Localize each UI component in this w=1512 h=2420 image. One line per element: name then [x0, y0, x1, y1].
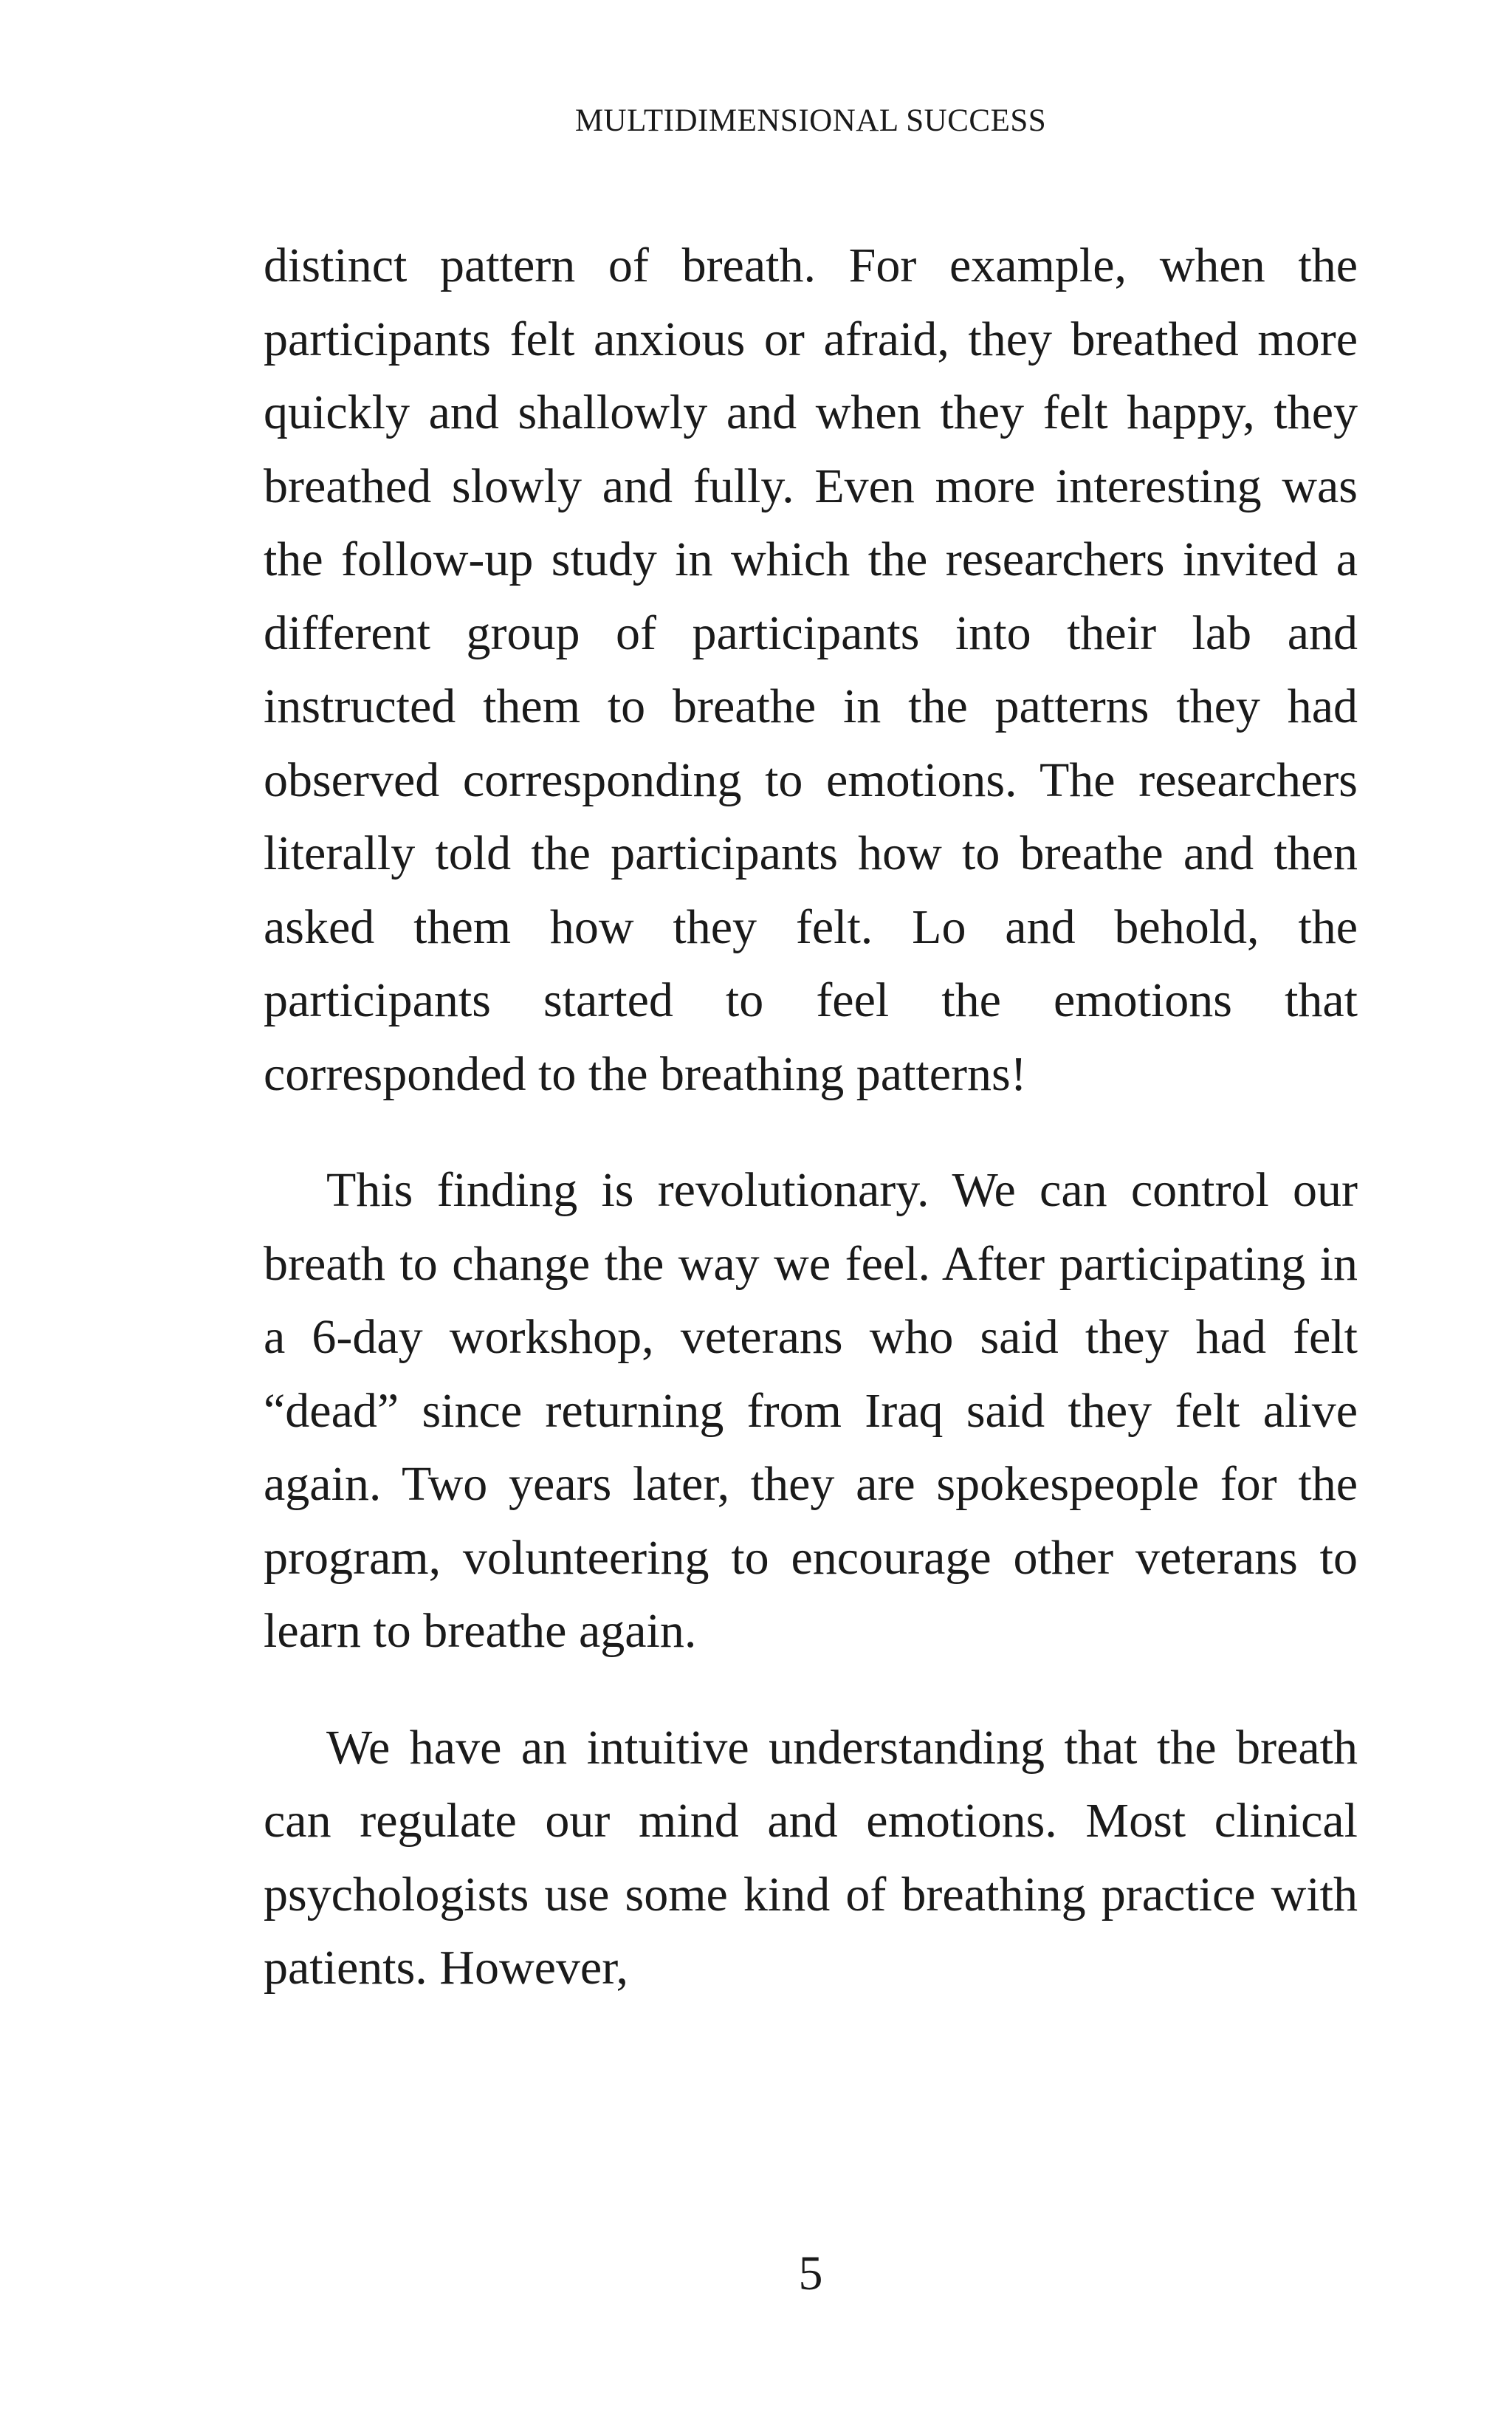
body-text	[264, 229, 1358, 2005]
paragraph-finding: This finding is revolutionary. We can control our breath to change the way we feel. After participating in a 6-day workshop, veterans who said they had felt “dead” since returning from Iraq said they felt alive again. Two years later, they are spokespeople for the program, volunteering to encourage other veterans to learn to breathe again.	[264, 1163, 1358, 1658]
paragraph-intuitive-understanding: We have an intuitive understanding that the breath can regulate our mind and emotions. Most clinical psychologists use some kind of breathing practice with patients. However,	[264, 1720, 1358, 1995]
running-header: MULTIDIMENSIONAL SUCCESS	[574, 103, 1047, 138]
paragraph-continuation: distinct pattern of breath. For example, when the participants felt anxious or afraid, they breathed more quickly and shallowly and when they felt happy, they breathed slowly and fully. Even more interesting was the follow-up study in which the researchers invited a different group of participants into their lab and instructed them to breathe in the patterns they had observed corresponding to emotions. The researchers literally told the participants how to breathe and then asked them how they felt. Lo and behold, the participants started to feel the emotions that corresponded to the breathing patterns!	[264, 239, 1358, 1101]
page-number: 5	[798, 2246, 823, 2300]
